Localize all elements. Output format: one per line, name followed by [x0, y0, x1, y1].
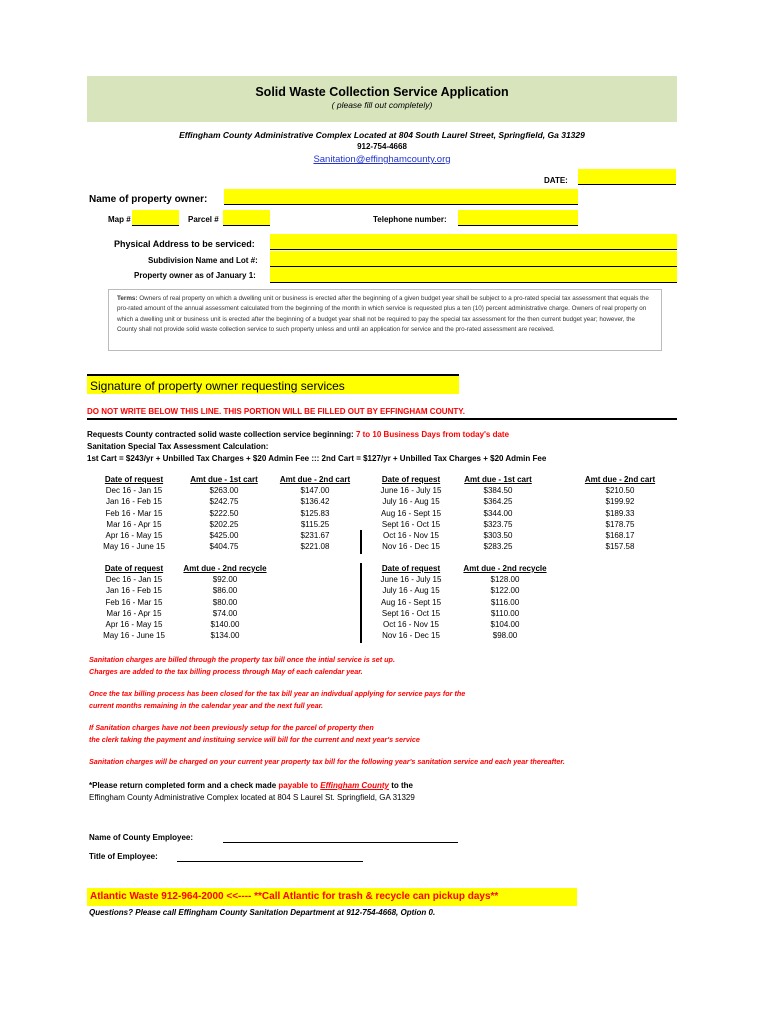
- left-first-cart-col-header: Amt due - 1st cart: [190, 475, 258, 484]
- left-first-cart-col-cell: $263.00: [209, 486, 239, 496]
- right-first-cart-col-cell: $364.25: [483, 497, 513, 507]
- right-recycle-date-col-cell: July 16 - Aug 15: [382, 586, 440, 596]
- parcel-label: Parcel #: [188, 215, 219, 224]
- right-second-cart-col: [575, 474, 665, 552]
- left-second-cart-col-cell: $125.83: [300, 508, 330, 518]
- right-recycle-date-col-header: Date of request: [381, 564, 441, 573]
- left-second-cart-col-cell: $115.25: [300, 519, 330, 529]
- right-recycle-col-cell: $122.00: [490, 586, 520, 596]
- right-recycle-col-cell: $98.00: [492, 631, 518, 641]
- right-second-cart-col-cell: $178.75: [605, 519, 635, 529]
- date-label: DATE:: [544, 176, 568, 185]
- return-address: Effingham County Administrative Complex located at 804 S Laurel St. Springfield, GA 31329: [89, 793, 415, 802]
- right-date-col: [368, 474, 454, 552]
- left-recycle-date-col-cell: Apr 16 - May 15: [105, 620, 163, 630]
- right-date-col-cell: July 16 - Aug 15: [382, 497, 440, 507]
- office-phone: 912-754-4668: [357, 142, 407, 151]
- map-field[interactable]: [132, 210, 179, 226]
- date-field[interactable]: [578, 169, 676, 185]
- left-date-col-cell: Feb 16 - Mar 15: [105, 508, 163, 518]
- requests-line1: Requests County contracted solid waste collection service beginning:: [87, 430, 354, 439]
- right-second-cart-col-cell: $199.92: [605, 497, 635, 507]
- left-second-cart-col-cell: $136.42: [300, 497, 330, 507]
- employee-name-field[interactable]: [223, 829, 458, 843]
- right-date-col-cell: Sept 16 - Oct 15: [381, 519, 441, 529]
- left-recycle-date-col-header: Date of request: [104, 564, 164, 573]
- left-date-col: [92, 474, 176, 552]
- right-date-col-cell: Nov 16 - Dec 15: [382, 542, 440, 552]
- left-first-cart-col: [181, 474, 267, 552]
- note-7: Sanitation charges will be charged on your current year property tax bill for the following year's sanitation service and each year thereafter.: [89, 757, 565, 766]
- note-1: Sanitation charges are billed through the property tax bill once the intial service is set up.: [89, 655, 395, 664]
- left-second-cart-col: [270, 474, 360, 552]
- left-date-col-cell: Mar 16 - Apr 15: [106, 519, 162, 529]
- map-label: Map #: [108, 215, 131, 224]
- right-second-cart-col-cell: $189.33: [605, 508, 635, 518]
- left-first-cart-col-cell: $425.00: [209, 531, 239, 541]
- left-recycle-date-col-cell: Mar 16 - Apr 15: [106, 608, 162, 618]
- right-recycle-col-header: Amt due - 2nd recycle: [463, 564, 547, 573]
- left-recycle-col-cell: $80.00: [212, 597, 238, 607]
- left-second-cart-col-cell: $221.08: [300, 542, 330, 552]
- right-recycle-col-cell: $110.00: [490, 608, 520, 618]
- right-date-col-cell: Aug 16 - Sept 15: [380, 508, 442, 518]
- left-recycle-date-col-cell: Dec 16 - Jan 15: [105, 575, 163, 585]
- right-second-cart-col-cell: $210.50: [605, 486, 635, 496]
- left-recycle-col-cell: $134.00: [210, 631, 240, 641]
- requests-line2: Sanitation Special Tax Assessment Calculation:: [87, 442, 269, 451]
- physical-address-label: Physical Address to be serviced:: [114, 239, 255, 249]
- divider-line: [87, 418, 677, 420]
- right-first-cart-col-header: Amt due - 1st cart: [464, 475, 532, 484]
- right-first-cart-col-cell: $323.75: [483, 519, 513, 529]
- owner-jan-label: Property owner as of January 1:: [134, 271, 256, 280]
- right-second-cart-col-cell: $168.17: [605, 531, 635, 541]
- employee-title-label: Title of Employee:: [89, 852, 158, 861]
- left-date-col-cell: Dec 16 - Jan 15: [105, 486, 163, 496]
- right-second-cart-col-header: Amt due - 2nd cart: [584, 475, 656, 484]
- header-banner: [87, 76, 677, 122]
- left-first-cart-col-cell: $404.75: [209, 542, 239, 552]
- telephone-label: Telephone number:: [373, 215, 447, 224]
- left-second-cart-col-header: Amt due - 2nd cart: [279, 475, 351, 484]
- return-instructions: [89, 780, 415, 804]
- employee-title-field[interactable]: [177, 848, 363, 862]
- right-first-cart-col-cell: $283.25: [483, 542, 513, 552]
- right-date-col-header: Date of request: [381, 475, 441, 484]
- right-recycle-date-col-cell: Nov 16 - Dec 15: [382, 631, 440, 641]
- right-date-col-cell: Oct 16 - Nov 15: [382, 531, 440, 541]
- table-divider: [360, 563, 362, 643]
- right-first-cart-col-cell: $344.00: [483, 508, 513, 518]
- left-recycle-date-col-cell: Feb 16 - Mar 15: [105, 597, 163, 607]
- requests-block: [87, 429, 546, 465]
- left-recycle-date-col-cell: May 16 - June 15: [103, 631, 165, 641]
- note-6: the clerk taking the payment and instituing service will bill for the current and next year's service: [89, 735, 420, 744]
- left-recycle-col-cell: $74.00: [212, 608, 238, 618]
- left-second-cart-col-cell: $147.00: [300, 486, 330, 496]
- terms-label: Terms:: [117, 295, 138, 302]
- owner-name-field[interactable]: [224, 189, 578, 205]
- note-4: current months remaining in the calendar year and the next full year.: [89, 701, 324, 710]
- terms-text: Owners of real property on which a dwelling unit or business is erected after the beginning of a given budget year shall be subject to a pro-rated special tax assessment that equals the pro-rated amount of the annual assessment calculated from the beginning of the month in which service is requested plus a ten (10) percent administrative charge. Owners of real property on which a dwelling unit or business unit is erected after the beginning of a budget year shall not be required to pay the special tax assessment for the then current budget year; however, the County shall not provide solid waste collection service to such property unless and until an application for service and the pro-rated assessment are received.: [117, 295, 649, 333]
- right-first-cart-col: [455, 474, 541, 552]
- left-recycle-date-col: [92, 563, 176, 641]
- right-recycle-date-col: [368, 563, 454, 641]
- right-recycle-date-col-cell: Aug 16 - Sept 15: [380, 597, 442, 607]
- right-recycle-col: [455, 563, 555, 641]
- note-5: If Sanitation charges have not been previously setup for the parcel of property then: [89, 723, 374, 732]
- form-subtitle: ( please fill out completely): [331, 100, 433, 110]
- signature-field[interactable]: Signature of property owner requesting services: [87, 374, 459, 394]
- left-recycle-col-cell: $140.00: [210, 620, 240, 630]
- right-recycle-date-col-cell: Oct 16 - Nov 15: [382, 620, 440, 630]
- form-title: Solid Waste Collection Service Application: [255, 85, 509, 99]
- email-link[interactable]: Sanitation@effinghamcounty.org: [313, 154, 451, 165]
- questions-line: Questions? Please call Effingham County Sanitation Department at 912-754-4668, Option 0.: [89, 908, 436, 917]
- return-post: to the: [391, 781, 413, 790]
- requests-line3: 1st Cart = $243/yr + Unbilled Tax Charges + $20 Admin Fee ::: 2nd Cart = $127/yr + Unbilled Tax Charges + $20 Admin Fee: [87, 454, 547, 463]
- terms-box: [108, 289, 662, 351]
- table-divider: [360, 530, 362, 554]
- owner-name-label: Name of property owner:: [89, 194, 208, 205]
- left-recycle-col-cell: $92.00: [212, 575, 238, 585]
- right-recycle-col-cell: $116.00: [490, 597, 520, 607]
- telephone-field[interactable]: [458, 210, 578, 226]
- right-recycle-col-cell: $104.00: [490, 620, 520, 630]
- subdivision-label: Subdivision Name and Lot #:: [148, 256, 258, 265]
- right-second-cart-col-cell: $157.58: [605, 542, 635, 552]
- left-recycle-col-header: Amt due - 2nd recycle: [183, 564, 267, 573]
- right-recycle-col-cell: $128.00: [490, 575, 520, 585]
- left-recycle-date-col-cell: Jan 16 - Feb 15: [105, 586, 163, 596]
- note-3: Once the tax billing process has been closed for the tax bill year an indivdual applying for service pays for the: [89, 689, 466, 698]
- right-first-cart-col-cell: $384.50: [483, 486, 513, 496]
- return-pre: *Please return completed form and a check made: [89, 781, 277, 790]
- owner-jan-field[interactable]: [270, 267, 677, 283]
- requests-line1-red: 7 to 10 Business Days from today's date: [355, 430, 510, 439]
- left-date-col-cell: Jan 16 - Feb 15: [105, 497, 163, 507]
- left-date-col-cell: Apr 16 - May 15: [105, 531, 163, 541]
- left-first-cart-col-cell: $242.75: [209, 497, 239, 507]
- left-date-col-cell: May 16 - June 15: [103, 542, 165, 552]
- office-address: Effingham County Administrative Complex Located at 804 South Laurel Street, Springfield, Ga 31329: [179, 130, 585, 140]
- employee-name-label: Name of County Employee:: [89, 833, 194, 842]
- left-date-col-header: Date of request: [104, 475, 164, 484]
- physical-address-field[interactable]: [270, 234, 677, 250]
- left-recycle-col-cell: $86.00: [212, 586, 238, 596]
- subdivision-field[interactable]: [270, 251, 677, 267]
- parcel-field[interactable]: [223, 210, 270, 226]
- right-recycle-date-col-cell: June 16 - July 15: [380, 575, 442, 585]
- return-payee: Effingham County: [320, 781, 389, 790]
- atlantic-waste-banner: Atlantic Waste 912-964-2000 <<---- **Call Atlantic for trash & recycle can pickup days**: [87, 888, 577, 906]
- do-not-write-notice: DO NOT WRITE BELOW THIS LINE. THIS PORTION WILL BE FILLED OUT BY EFFINGHAM COUNTY.: [87, 407, 465, 416]
- left-recycle-col: [175, 563, 275, 641]
- right-date-col-cell: June 16 - July 15: [380, 486, 442, 496]
- left-first-cart-col-cell: $202.25: [209, 519, 239, 529]
- right-first-cart-col-cell: $303.50: [483, 531, 513, 541]
- note-2: Charges are added to the tax billing process through May of each calendar year.: [89, 667, 363, 676]
- right-recycle-date-col-cell: Sept 16 - Oct 15: [381, 608, 441, 618]
- return-payable: payable to: [278, 781, 318, 790]
- left-first-cart-col-cell: $222.50: [209, 508, 239, 518]
- left-second-cart-col-cell: $231.67: [300, 531, 330, 541]
